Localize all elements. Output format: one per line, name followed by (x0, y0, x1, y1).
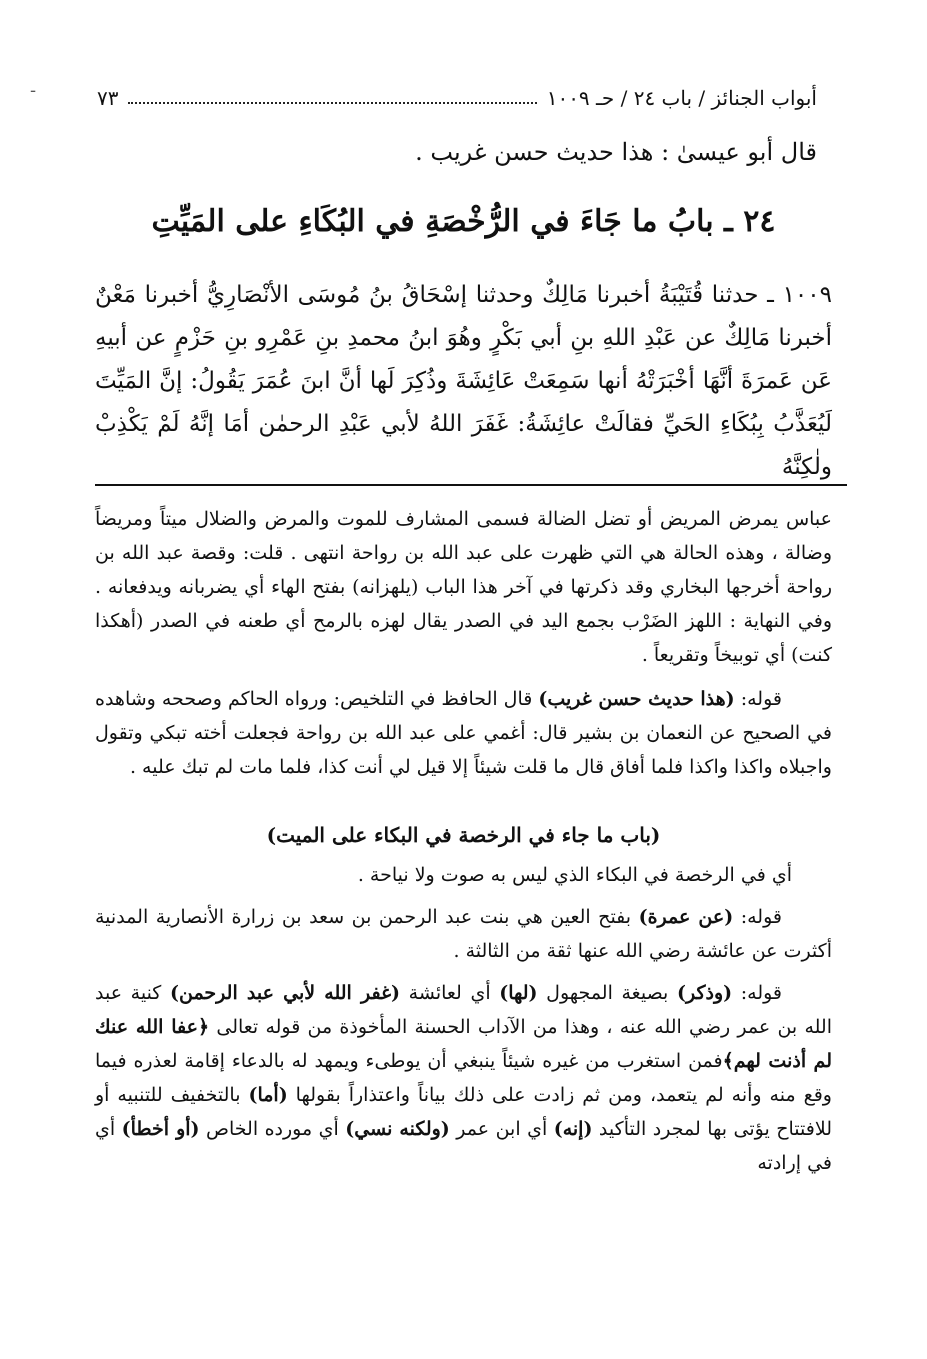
commentary-text: أي مورده الخاص (199, 1118, 346, 1140)
commentary-text: أي في إرادته (95, 1118, 832, 1174)
lemma: (لها) (499, 982, 538, 1004)
commentary-paragraph (95, 900, 832, 968)
lemma: (أو أخطأ) (121, 1118, 200, 1140)
commentary (95, 502, 832, 1180)
commentary-text: بالتخفيف للتنبيه أو للافتتاح يؤتى بها لمجرد التأكيد (95, 1084, 832, 1140)
lemma: (إنه) (553, 1118, 593, 1140)
chapter-title: ٢٤ ـ بابُ ما جَاءَ في الرُّخْصَةِ في البُكَاءِ على المَيِّتِ (151, 204, 776, 239)
lemma: (عن عمرة) (638, 906, 734, 928)
lemma: (ولكنه نسي) (345, 1118, 450, 1140)
running-head-title: أبواب الجنائز / باب ٢٤ / حـ ١٠٠٩ (546, 86, 817, 110)
commentary-text: بفتح العين هي بنت عبد الرحمن بن سعد بن زرارة الأنصارية المدنية أكثرت عن عائشة رضي الله عنها ثقة من الثالثة . (95, 906, 832, 962)
section-heading: (باب ما جاء في الرخصة في البكاء على الميت) (266, 823, 661, 847)
lemma: (هذا حديث حسن غريب) (538, 688, 735, 710)
running-head (97, 80, 817, 116)
commentary-paragraph: أي في الرخصة في البكاء الذي ليس به صوت ولا نياحة . (357, 864, 792, 886)
lemma-prefix: قوله: (734, 688, 782, 710)
commentary-paragraph (95, 976, 832, 1180)
lemma-prefix: قوله: (733, 906, 782, 928)
commentary-text: قال الحافظ في التلخيص: ورواه الحاكم وصححه وشاهده في الصحيح عن النعمان بن بشير قال: أغمي على عبد الله بن رواحة فجعلت أخته تبكي وتقول واجبلاه واكذا واكذا فلما أفاق قال ما قلت شيئاً إلا قيل لي أنت كذا، فلما مات لم تبك عليه . (95, 688, 832, 778)
commentary-text: أي لعائشة (400, 982, 500, 1004)
footnote-divider (95, 484, 847, 486)
commentary-paragraph (95, 682, 832, 784)
commentary-text: فمن استغرب من غيره شيئاً ينبغي أن يوطىء ويمهد له بالدعاء إقامة لعذره فيما وقع منه وأنه لم يتعمد، ومن ثم زادت على ذلك بياناً واعتذاراً بقولها (95, 1050, 832, 1106)
hadith-text: ١٠٠٩ ـ حدثنا قُتَيْبَةُ أخبرنا مَالِكٌ وحدثنا إسْحَاقُ بنُ مُوسَى الأنْصَارِيُّ أخبرنا مَعْنٌ أخبرنا مَالِكٌ عن عَبْدِ اللهِ بنِ أبي بَكْرٍ وهُوَ ابنُ محمدِ بنِ عَمْرِو بنِ حَزْمٍ عن أبيهِ عَن عَمرَةَ أنَّهَا أخْبَرَتْهُ أنها سَمِعَتْ عَائِشَةَ وذُكِرَ لَها أنَّ ابنَ عُمَرَ يَقُولُ: إنَّ المَيِّتَ لَيُعَذَّبُ بِبُكَاءِ الحَيِّ فقالَتْ عائِشَةُ: غَفَرَ اللهُ لأبي عَبْدِ الرحمٰن أمَا إنَّهُ لَمْ يَكْذِبْ ولٰكِنَّهُ (95, 282, 832, 480)
commentary-text: بصيغة المجهول (537, 982, 677, 1004)
lemma-prefix: قوله: (732, 982, 783, 1004)
commentary-text: كنية عبد الله بن عمر رضي الله عنه ، وهذا من الآداب الحسنة المأخوذة من قوله تعالى (95, 982, 832, 1038)
margin-mark: - (30, 80, 37, 101)
grading-line: قال أبو عيسىٰ : هذا حديث حسن غريب . (415, 138, 817, 166)
page-number: ٧٣ (97, 86, 119, 110)
lemma: (غفر الله لأبي عبد الرحمن) (169, 982, 401, 1004)
quran-quote: ﴿عفا الله عنك لم أذنت لهم﴾ (95, 1016, 832, 1072)
commentary-paragraph: عباس يمرض المريض أو تضل الضالة فسمى المشارف للموت والمرض والضلال ميتاً ومريضاً وضالة ، وهذه الحالة هي التي ظهرت على عبد الله بن رواحة انتهى . قلت: وقصة عبد الله بن رواحة أخرجها البخاري وقد ذكرتها في آخر هذا الباب (يلهزانه) بفتح الهاء أي يضربانه ويدفعانه . وفي النهاية : اللهز الضَرْب بجمع اليد في الصدر يقال لهزه بالرمح أي طعنه في الصدر (أهكذا كنت) أي توبيخاً وتقريعاً . (95, 508, 832, 666)
lemma: (وذكر) (676, 982, 733, 1004)
lemma: (أما) (248, 1084, 288, 1106)
leader-dots (128, 92, 536, 104)
commentary-text: أي ابن عمر (449, 1118, 554, 1140)
